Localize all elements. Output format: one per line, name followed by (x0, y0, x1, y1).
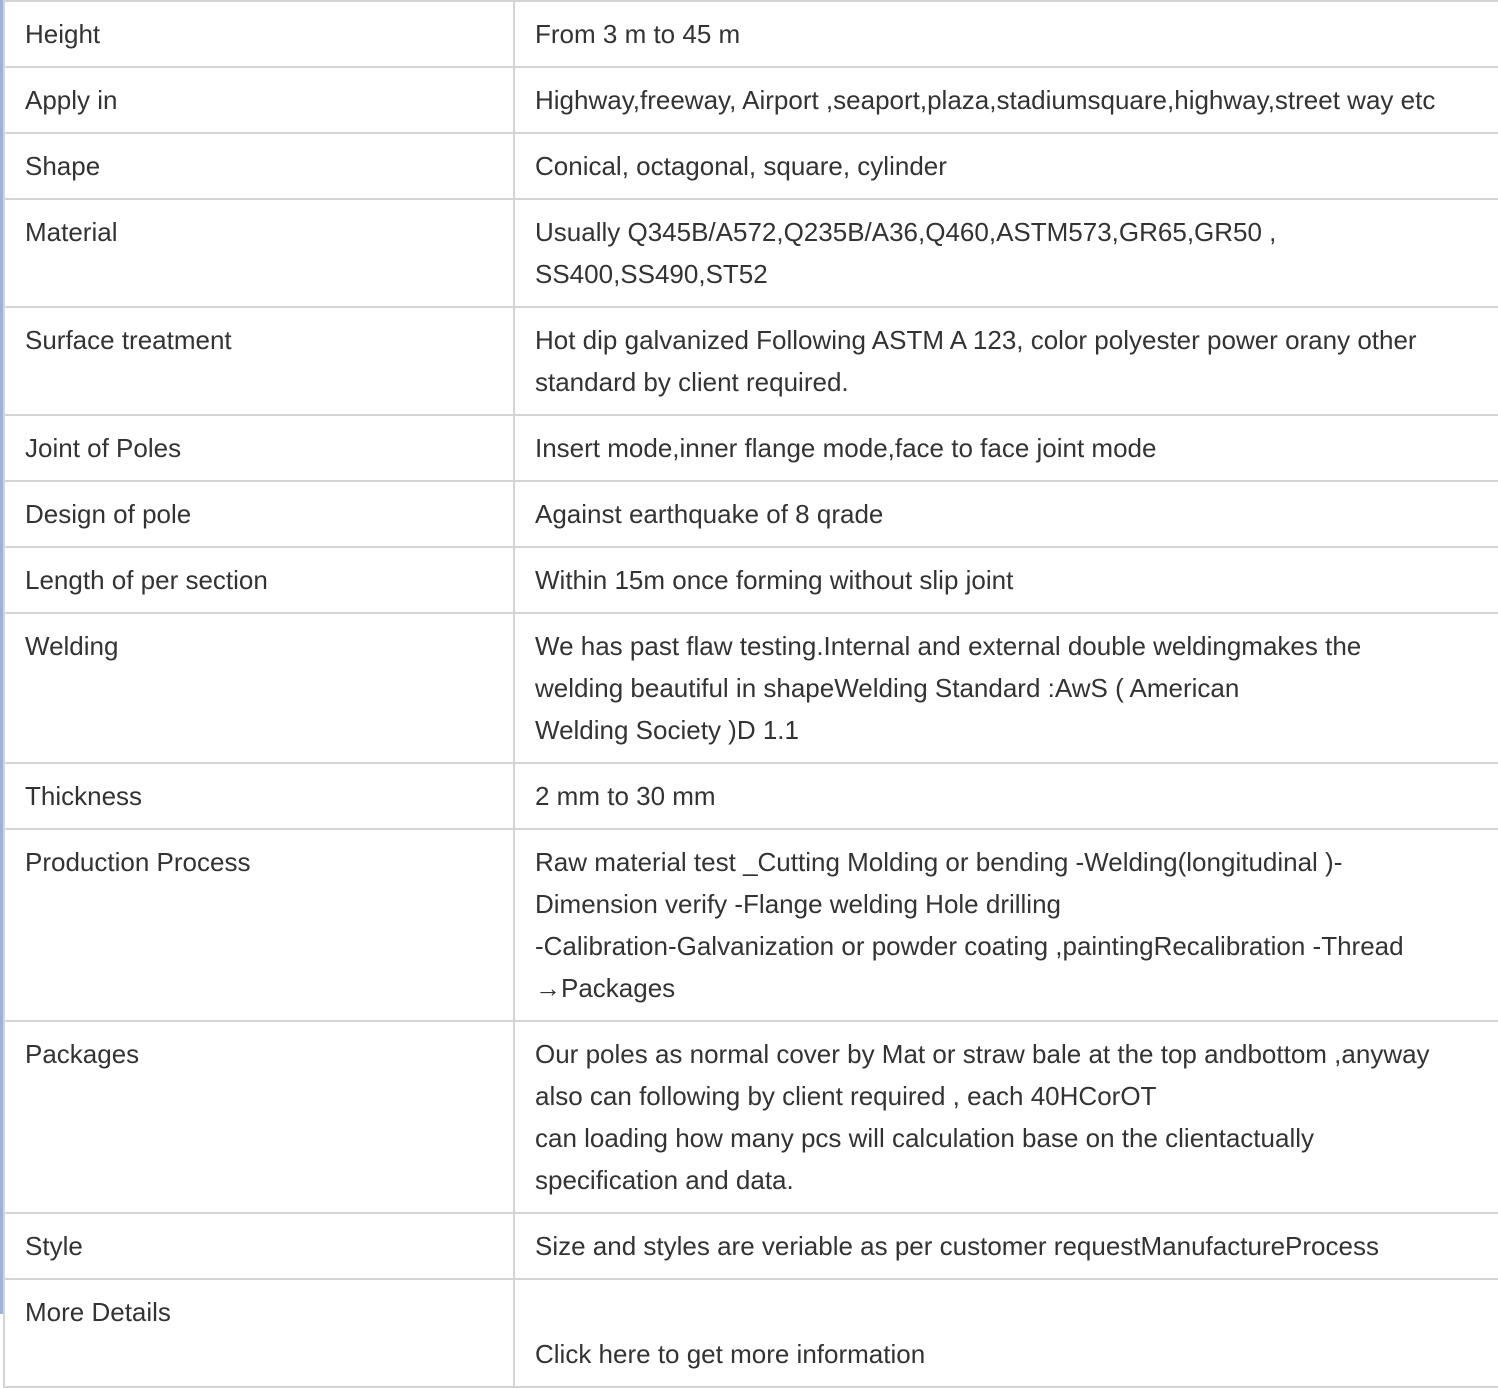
row-value: Hot dip galvanized Following ASTM A 123, color polyester power orany other standard by client required. (514, 307, 1498, 415)
table-row (4, 547, 1498, 613)
table-row (4, 1279, 1498, 1387)
row-value: We has past flaw testing.Internal and external double weldingmakes the welding beautiful in shapeWelding Standard :AwS ( American Welding Society )D 1.1 (514, 613, 1498, 763)
row-label: Material (4, 199, 514, 307)
table-row (4, 415, 1498, 481)
row-label: Surface treatment (4, 307, 514, 415)
table-row (4, 763, 1498, 829)
row-label: Joint of Poles (4, 415, 514, 481)
row-label: Shape (4, 133, 514, 199)
row-value: Against earthquake of 8 qrade (514, 481, 1498, 547)
table-row (4, 1, 1498, 67)
row-label: Thickness (4, 763, 514, 829)
table-row (4, 829, 1498, 1021)
row-value: Within 15m once forming without slip joint (514, 547, 1498, 613)
table-row (4, 307, 1498, 415)
row-label: Style (4, 1213, 514, 1279)
table-row (4, 1021, 1498, 1213)
row-value: Highway,freeway, Airport ,seaport,plaza,stadiumsquare,highway,street way etc (514, 67, 1498, 133)
row-value: Usually Q345B/A572,Q235B/A36,Q460,ASTM573,GR65,GR50 , SS400,SS490,ST52 (514, 199, 1498, 307)
row-label: Production Process (4, 829, 514, 1021)
table-row (4, 481, 1498, 547)
more-information-link[interactable]: Click here to get more information (535, 1339, 926, 1369)
row-label: Apply in (4, 67, 514, 133)
row-value: 2 mm to 30 mm (514, 763, 1498, 829)
table-row (4, 1213, 1498, 1279)
row-label: More Details (4, 1279, 514, 1387)
more-details-value (514, 1279, 1498, 1387)
row-label: Height (4, 1, 514, 67)
row-value: From 3 m to 45 m (514, 1, 1498, 67)
row-value: Our poles as normal cover by Mat or straw bale at the top andbottom ,anyway also can following by client required , each 40HCorOT can loading how many pcs will calculation base on the clientactually specification and data. (514, 1021, 1498, 1213)
row-label: Welding (4, 613, 514, 763)
row-value: Conical, octagonal, square, cylinder (514, 133, 1498, 199)
table-row (4, 133, 1498, 199)
table-row (4, 613, 1498, 763)
row-label: Design of pole (4, 481, 514, 547)
row-label: Length of per section (4, 547, 514, 613)
row-value: Insert mode,inner flange mode,face to face joint mode (514, 415, 1498, 481)
row-value: Size and styles are veriable as per customer requestManufactureProcess (514, 1213, 1498, 1279)
row-label: Packages (4, 1021, 514, 1213)
specifications-table (3, 0, 1498, 1388)
table-row (4, 67, 1498, 133)
row-value: Raw material test _Cutting Molding or bending -Welding(longitudinal )- Dimension verify -Flange welding Hole drilling -Calibration-Galvanization or powder coating ,paintingRecalibration -Thread →Packages (514, 829, 1498, 1021)
table-row (4, 199, 1498, 307)
